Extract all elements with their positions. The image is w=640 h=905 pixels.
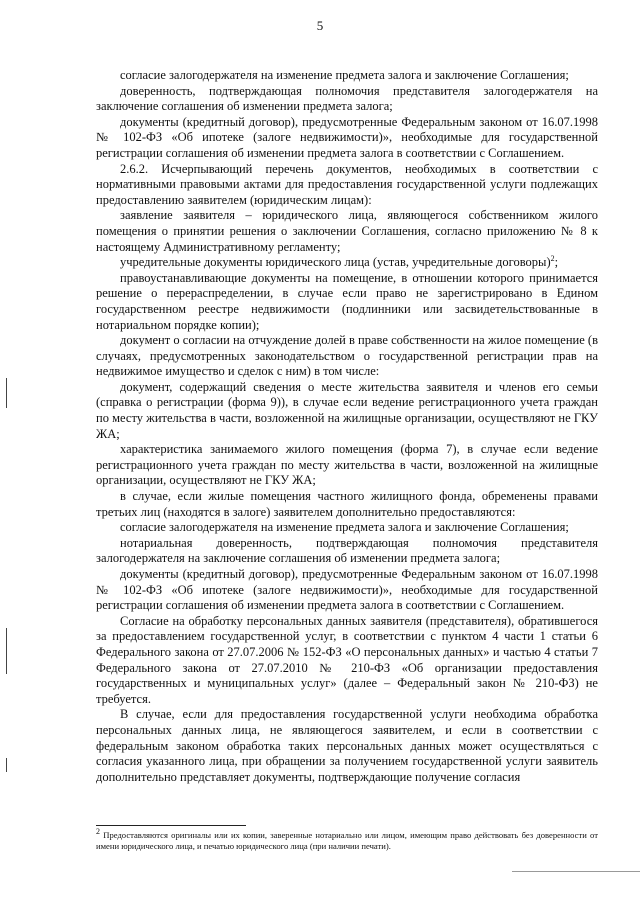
scan-margin-mark bbox=[6, 758, 7, 772]
paragraph: характеристика занимаемого жилого помещения (форма 7), в случае если ведение регистрационного учета граждан по месту жительства в части, возложенной на жилищные организации, осуществляют не ГКУ ЖА; bbox=[96, 442, 598, 488]
paragraph: документы (кредитный договор), предусмотренные Федеральным законом от 16.07.1998 № 102-ФЗ «Об ипотеке (залоге недвижимости)», необходимые для государственной регистрации соглашения об изменении предмета залога в соответствии с Соглашением. bbox=[96, 114, 598, 160]
paragraph: согласие залогодержателя на изменение предмета залога и заключение Соглашения; bbox=[120, 520, 569, 535]
paragraph: документы (кредитный договор), предусмотренные Федеральным законом от 16.07.1998 № 102-ФЗ «Об ипотеке (залоге недвижимости)», необходимые для государственной регистрации соглашения об изменении предмета залога в соответствии с Соглашением. bbox=[96, 567, 598, 613]
paragraph: В случае, если для предоставления государственной услуги необходима обработка персональных данных лица, не являющегося заявителем, и если в соответствии с федеральным законом обработка таких персональных данных может осуществляться с согласия указанного лица, при обращении за получением государственной услуги заявитель дополнительно представляет документы, подтверждающие получение согласия bbox=[96, 707, 598, 784]
paragraph: правоустанавливающие документы на помещение, в отношении которого принимается решение о перераспределении, в случае если право не зарегистрировано в Едином государственном реестре недвижимости (подлинники или засвидетельствованные в нотариальном порядке копии); bbox=[96, 270, 598, 332]
paragraph: документ, содержащий сведения о месте жительства заявителя и членов его семьи (справка о регистрации (форма 9)), в случае если ведение регистрационного учета граждан по месту жительства в части, возложенной на жилищные организации, осуществляют не ГКУ ЖА; bbox=[96, 379, 598, 441]
scan-margin-mark bbox=[6, 628, 7, 674]
scan-edge-line bbox=[512, 871, 640, 872]
footnote bbox=[96, 827, 599, 853]
document-body bbox=[96, 68, 598, 785]
paragraph: документ о согласии на отчуждение долей в праве собственности на жилое помещение (в случаях, предусмотренных законодательством о государственной регистрации прав на недвижимое имущество и сделок с ним) в том числе: bbox=[96, 333, 598, 379]
paragraph: нотариальная доверенность, подтверждающая полномочия представителя залогодержателя на заключение соглашения об изменении предмета залога; bbox=[96, 535, 598, 566]
paragraph-text: учредительные документы юридического лица (устав, учредительные договоры) bbox=[120, 255, 551, 270]
page-number: 5 bbox=[316, 18, 324, 33]
footnote-reference[interactable]: 2 bbox=[550, 253, 555, 263]
paragraph: 2.6.2. Исчерпывающий перечень документов, необходимых в соответствии с нормативными правовыми актами для предоставления государственной услуги подлежащих предоставлению заявителем (юридическим лицам): bbox=[96, 161, 598, 207]
paragraph: доверенность, подтверждающая полномочия представителя залогодержателя на заключение соглашения об изменении предмета залога; bbox=[96, 83, 598, 114]
footnote-text: Предоставляются оригиналы или их копии, заверенные нотариально или лицом, имеющим право действовать без доверенности от имени юридического лица, и печатью юридического лица (при наличии печати). bbox=[96, 830, 599, 852]
paragraph-with-footnote bbox=[96, 255, 598, 271]
scan-margin-mark bbox=[6, 378, 7, 408]
footnote-separator bbox=[96, 825, 246, 826]
paragraph: заявление заявителя – юридического лица, являющегося собственником жилого помещения о принятии решения о заключении Соглашения, согласно приложению № 8 к настоящему Административному регламенту; bbox=[96, 208, 598, 254]
paragraph-suffix: ; bbox=[554, 255, 559, 270]
paragraph: Согласие на обработку персональных данных заявителя (представителя), обратившегося за предоставлением государственной услуг, в соответствии с пунктом 4 части 1 статьи 6 Федерального закона от 27.07.2006 № 152-ФЗ «О персональных данных» и частью 4 статьи 7 Федерального закона от 27.07.2010 № 210-ФЗ «Об организации предоставления государственных и муниципальных услуг» (далее – Федеральный закон № 210-ФЗ) не требуется. bbox=[96, 613, 598, 706]
footnote-marker: 2 bbox=[96, 827, 100, 837]
paragraph: согласие залогодержателя на изменение предмета залога и заключение Соглашения; bbox=[120, 68, 569, 82]
paragraph: в случае, если жилые помещения частного жилищного фонда, обременены правами третьих лиц (находятся в залоге) заявителем дополнительно предоставляются: bbox=[96, 489, 598, 519]
